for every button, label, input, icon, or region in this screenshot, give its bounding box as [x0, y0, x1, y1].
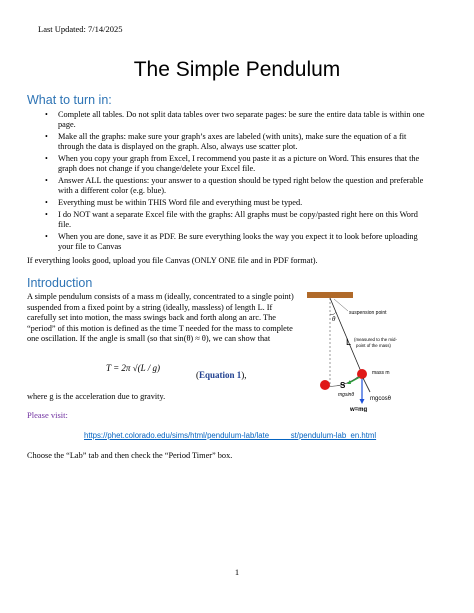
weight-arrowhead — [360, 399, 365, 404]
list-item: • When you are done, save it as PDF. Be sure everything looks the way you expect it to look before uploading your file to Canvas — [58, 232, 433, 253]
period-formula: T = 2π √(L / g) — [106, 363, 160, 373]
radial-force-arrow — [363, 378, 370, 392]
choose-lab-text: Choose the “Lab” tab and then check the “Period Timer” box. — [27, 451, 233, 460]
list-item: • Everything must be within THIS Word file and everything must be typed. — [58, 198, 433, 208]
pendulum-diagram — [304, 290, 434, 412]
list-item: • Complete all tables. Do not split data tables over two separate pages: be sure the entire data table is within one page. — [58, 110, 433, 131]
upload-note: If everything looks good, upload you file Canvas (ONLY ONE file and in PDF format). — [27, 256, 318, 265]
phet-link[interactable]: https://phet.colorado.edu/sims/html/pendulum-lab/late st/pendulum-lab_en.html — [84, 431, 377, 440]
tangent-arrowhead — [347, 380, 351, 384]
heading-what-to-turn-in: What to turn in: — [27, 93, 112, 107]
list-item: • Make all the graphs: make sure your graph’s axes are labeled (with units), make sure the equation of a fit through the data is displayed on the graph. Also, always use scatter plot. — [58, 132, 433, 153]
weight-label: w=mg — [350, 407, 368, 412]
length-note-line-1: (measured to the mid- — [354, 337, 397, 342]
turn-in-list — [58, 110, 433, 254]
where-text: where g is the acceleration due to gravity. — [27, 392, 166, 401]
equation-name: Equation 1 — [199, 370, 242, 380]
mass-label: mass m — [372, 370, 390, 376]
page-number: 1 — [234, 567, 240, 577]
ceiling-support — [307, 292, 353, 298]
theta-label: θ — [332, 315, 336, 323]
radial-force-label: mgcosθ — [370, 396, 392, 402]
tangent-force-arrow — [349, 377, 360, 383]
tangent-force-label: mgsinθ — [338, 392, 355, 398]
length-note-line-2: point of the mass) — [356, 343, 391, 348]
heading-introduction: Introduction — [27, 276, 93, 290]
please-visit-text: Please visit: — [27, 410, 68, 420]
list-item: • I do NOT want a separate Excel file with the graphs: All graphs must be copy/pasted right here on this Word file. — [58, 210, 433, 231]
intro-paragraph: A simple pendulum consists of a mass m (ideally, concentrated to a single point) suspended from a fixed point by a string (ideally, massless) of length L. If carefully set into motion, the mass swings back and forth along an arc. The “period” of this motion is defined as the time T needed for the mass to complete one oscillation. If the angle is small (so that sin(θ) ≈ θ), we can show that — [27, 292, 294, 343]
arc-length-label: S — [340, 381, 346, 390]
list-item: • When you copy your graph from Excel, I recommend you paste it as a picture on Word. This ensures that the graph does not change if you change/delete your Excel file. — [58, 154, 433, 175]
length-label: L — [346, 337, 352, 347]
suspension-point-label: suspension point — [349, 310, 387, 316]
suspension-pointer — [334, 299, 348, 311]
mass-rest-position — [320, 380, 330, 390]
list-item: • Answer ALL the questions: your answer to a question should be typed right below the question and preferable with a different color (e.g. blue). — [58, 176, 433, 197]
equation-label: (Equation 1), — [196, 370, 247, 380]
page-title: The Simple Pendulum — [133, 58, 341, 81]
last-updated-text: Last Updated: 7/14/2025 — [38, 24, 123, 34]
